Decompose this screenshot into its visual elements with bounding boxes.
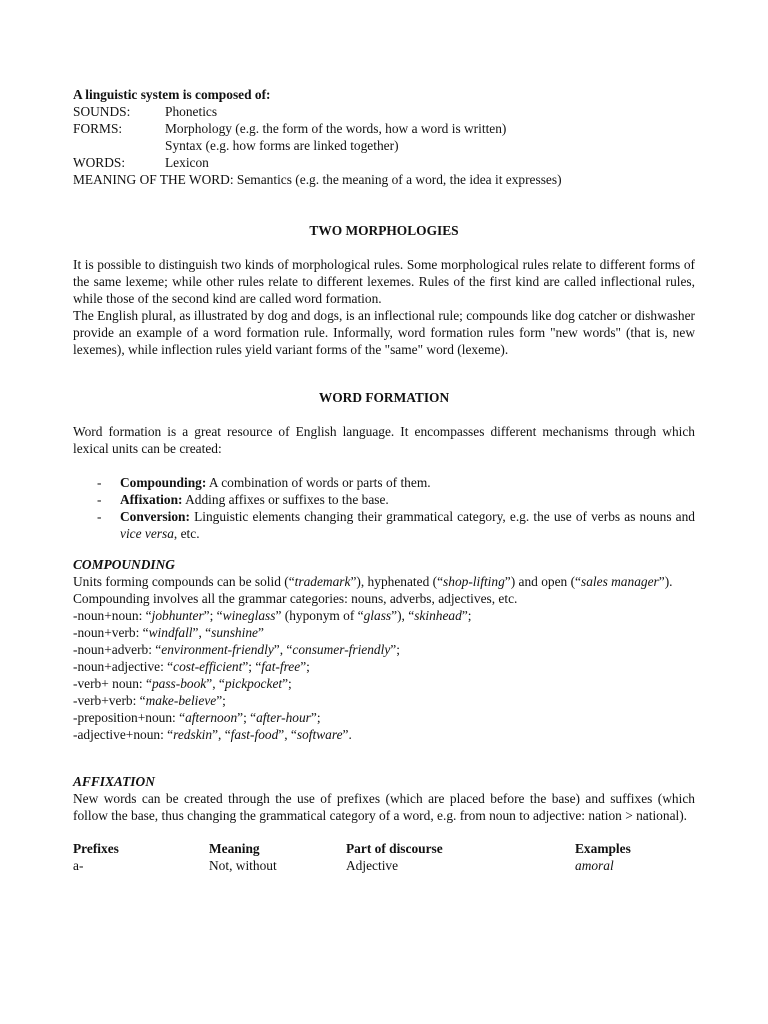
header-part-of-discourse: Part of discourse — [346, 841, 443, 856]
compound-item-preposition-noun: -preposition+noun: “afternoon”; “after-hour”; — [73, 710, 321, 725]
prefix-table — [73, 840, 695, 874]
compound-item-verb-verb: -verb+verb: “make-believe”; — [73, 693, 226, 708]
list-item-conversion: - Conversion: Linguistic elements changing their grammatical category, e.g. the use of verbs as nouns and vice versa, etc. — [97, 509, 695, 541]
two-morphologies-heading: TWO MORPHOLOGIES — [309, 223, 459, 238]
two-morphologies-paragraph-2: The English plural, as illustrated by dog and dogs, is an inflectional rule; compounds like dog catcher or dishwasher provide an example of a word formation rule. Informally, word formation rules form "new words" (that is, new lexemes), while inflection rules yield variant forms of the "same" word (lexeme). — [73, 308, 695, 357]
intro-meaning-line: MEANING OF THE WORD: Semantics (e.g. the meaning of a word, the idea it expresses) — [73, 172, 562, 187]
two-morphologies-paragraph-1: It is possible to distinguish two kinds of morphological rules. Some morphological rules relate to different forms of the same lexeme; while other rules relate to different lexemes. Rules of the first kind are called inflectional rules, while those of the second kind are called word formation. — [73, 257, 695, 306]
header-meaning: Meaning — [209, 841, 260, 856]
compound-item-adjective-noun: -adjective+noun: “redskin”, “fast-food”, “software”. — [73, 727, 352, 742]
cell-part-of-discourse: Adjective — [346, 858, 399, 873]
document-content — [73, 86, 695, 874]
compound-item-noun-adverb: -noun+adverb: “environment-friendly”, “consumer-friendly”; — [73, 642, 400, 657]
header-examples: Examples — [575, 841, 631, 856]
compound-item-noun-adjective: -noun+adjective: “cost-efficient”; “fat-free”; — [73, 659, 310, 674]
intro-row-syntax: Syntax (e.g. how forms are linked together) — [165, 138, 399, 153]
compound-item-noun-verb: -noun+verb: “windfall”, “sunshine” — [73, 625, 264, 640]
prefix-table-header — [73, 840, 695, 857]
affixation-paragraph: New words can be created through the use of prefixes (which are placed before the base) and suffixes (which follow the base, thus changing the grammatical category of a word, e.g. from noun to adjective: nation > national). — [73, 791, 695, 823]
intro-row-sounds: SOUNDS: Phonetics — [73, 104, 218, 119]
intro-row-words: WORDS: Lexicon — [73, 155, 209, 170]
word-formation-heading: WORD FORMATION — [318, 390, 450, 405]
cell-example: amoral — [575, 858, 614, 873]
list-item-affixation: - Affixation: Adding affixes or suffixes to the base. — [97, 492, 389, 507]
intro-title: A linguistic system is composed of: — [73, 87, 271, 102]
word-formation-paragraph: Word formation is a great resource of English language. It encompasses different mechanisms through which lexical units can be created: — [73, 424, 695, 456]
cell-prefix: a- — [73, 858, 84, 873]
compounding-paragraph-2: Compounding involves all the grammar categories: nouns, adverbs, adjectives, etc. — [73, 591, 518, 606]
table-row — [73, 857, 695, 874]
compound-item-verb-noun: -verb+ noun: “pass-book”, “pickpocket”; — [73, 676, 292, 691]
compound-item-noun-noun: -noun+noun: “jobhunter”; “wineglass” (hyponym of “glass”), “skinhead”; — [73, 608, 472, 623]
affixation-heading: AFFIXATION — [73, 774, 155, 789]
cell-meaning: Not, without — [209, 858, 277, 873]
compounding-heading: COMPOUNDING — [73, 557, 175, 572]
list-item-compounding: - Compounding: A combination of words or parts of them. — [97, 475, 431, 490]
header-prefixes: Prefixes — [73, 841, 119, 856]
intro-row-forms: FORMS: Morphology (e.g. the form of the words, how a word is written) — [73, 121, 507, 136]
word-formation-list — [73, 474, 695, 542]
compounding-paragraph-1: Units forming compounds can be solid (“trademark”), hyphenated (“shop-lifting”) and open (“sales manager”). — [73, 574, 673, 589]
